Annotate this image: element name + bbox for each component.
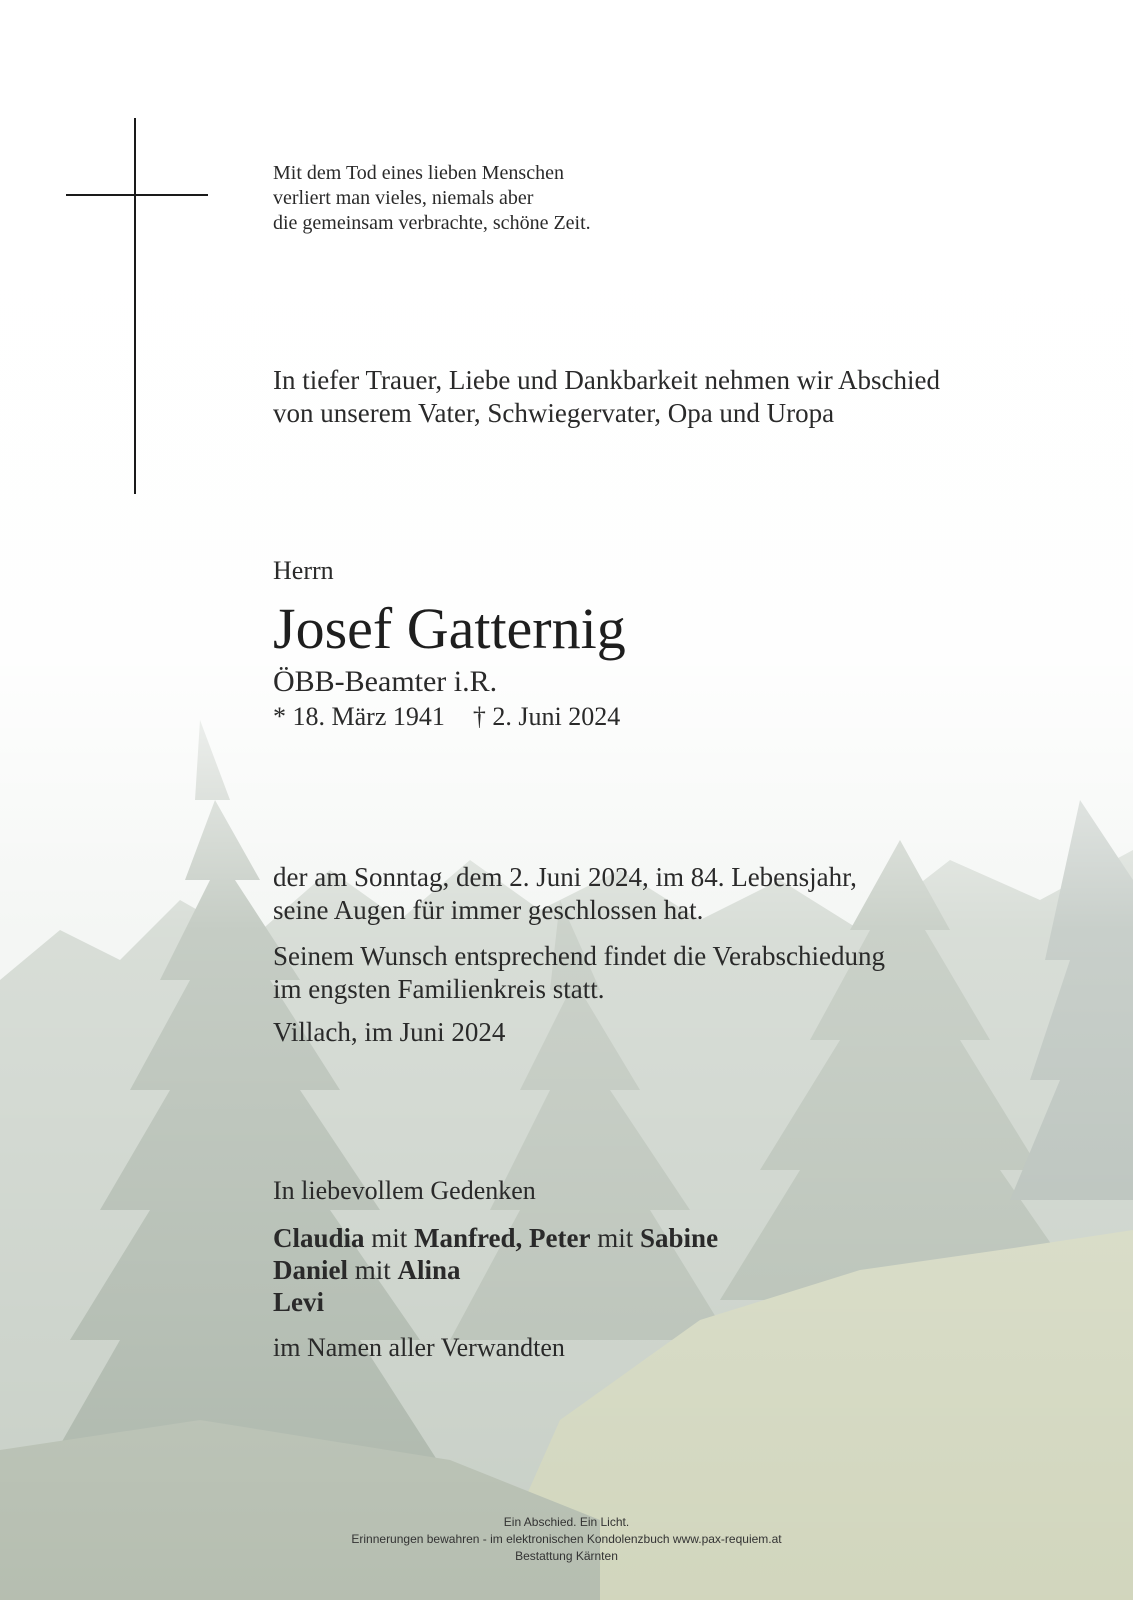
birth-date: * 18. März 1941: [273, 702, 445, 731]
mourners-list: [273, 1222, 718, 1318]
intro-text: [273, 364, 940, 430]
announcement-line: der am Sonntag, dem 2. Juni 2024, im 84. Lebensjahr,: [273, 862, 857, 892]
intro-line: In tiefer Trauer, Liebe und Dankbarkeit nehmen wir Abschied: [273, 365, 940, 395]
mourner-name: Daniel: [273, 1255, 349, 1285]
mourner-name: Manfred, Peter: [414, 1223, 591, 1253]
mourner-joiner: mit: [590, 1223, 641, 1253]
life-dates: [273, 702, 620, 732]
deceased-title: ÖBB-Beamter i.R.: [273, 665, 498, 698]
mourner-name: Alina: [397, 1255, 461, 1285]
mourners-heading: In liebevollem Gedenken: [273, 1176, 536, 1205]
motto-line: die gemeinsam verbrachte, schöne Zeit.: [273, 212, 591, 234]
footer-undertaker: Bestattung Kärnten: [515, 1549, 618, 1563]
mourner-joiner: mit: [348, 1255, 398, 1285]
footer-tagline: Ein Abschied. Ein Licht.: [503, 1515, 630, 1529]
salutation: Herrn: [273, 556, 334, 585]
footer: [0, 1514, 1133, 1565]
mourners-row: [273, 1286, 718, 1318]
farewell-line: im engsten Familienkreis statt.: [273, 974, 605, 1004]
mourners-row: [273, 1222, 718, 1254]
place-date: Villach, im Juni 2024: [273, 1017, 506, 1047]
cross-icon-horizontal-bar: [66, 194, 208, 196]
motto-quote: [273, 161, 591, 236]
farewell-line: Seinem Wunsch entsprechend findet die Verabschiedung: [273, 941, 885, 971]
mourners-closing: im Namen aller Verwandten: [273, 1333, 565, 1362]
death-date: † 2. Juni 2024: [472, 702, 621, 731]
mourner-joiner: mit: [364, 1223, 415, 1253]
deceased-name: Josef Gatternig: [273, 596, 626, 661]
cross-icon-vertical-bar: [134, 118, 136, 494]
motto-line: Mit dem Tod eines lieben Menschen: [273, 162, 564, 184]
mourner-name: Sabine: [640, 1223, 719, 1253]
footer-condolence-note: Erinnerungen bewahren - im elektronischen Kondolenzbuch www.pax-requiem.at: [351, 1532, 782, 1546]
motto-line: verliert man vieles, niemals aber: [273, 187, 534, 209]
farewell-paragraph: [273, 940, 885, 1006]
announcement-paragraph: [273, 861, 857, 927]
mourners-row: [273, 1254, 718, 1286]
announcement-line: seine Augen für immer geschlossen hat.: [273, 895, 704, 925]
intro-line: von unserem Vater, Schwiegervater, Opa und Uropa: [273, 398, 835, 428]
mourner-name: Claudia: [273, 1223, 365, 1253]
mourner-name: Levi: [273, 1287, 324, 1317]
